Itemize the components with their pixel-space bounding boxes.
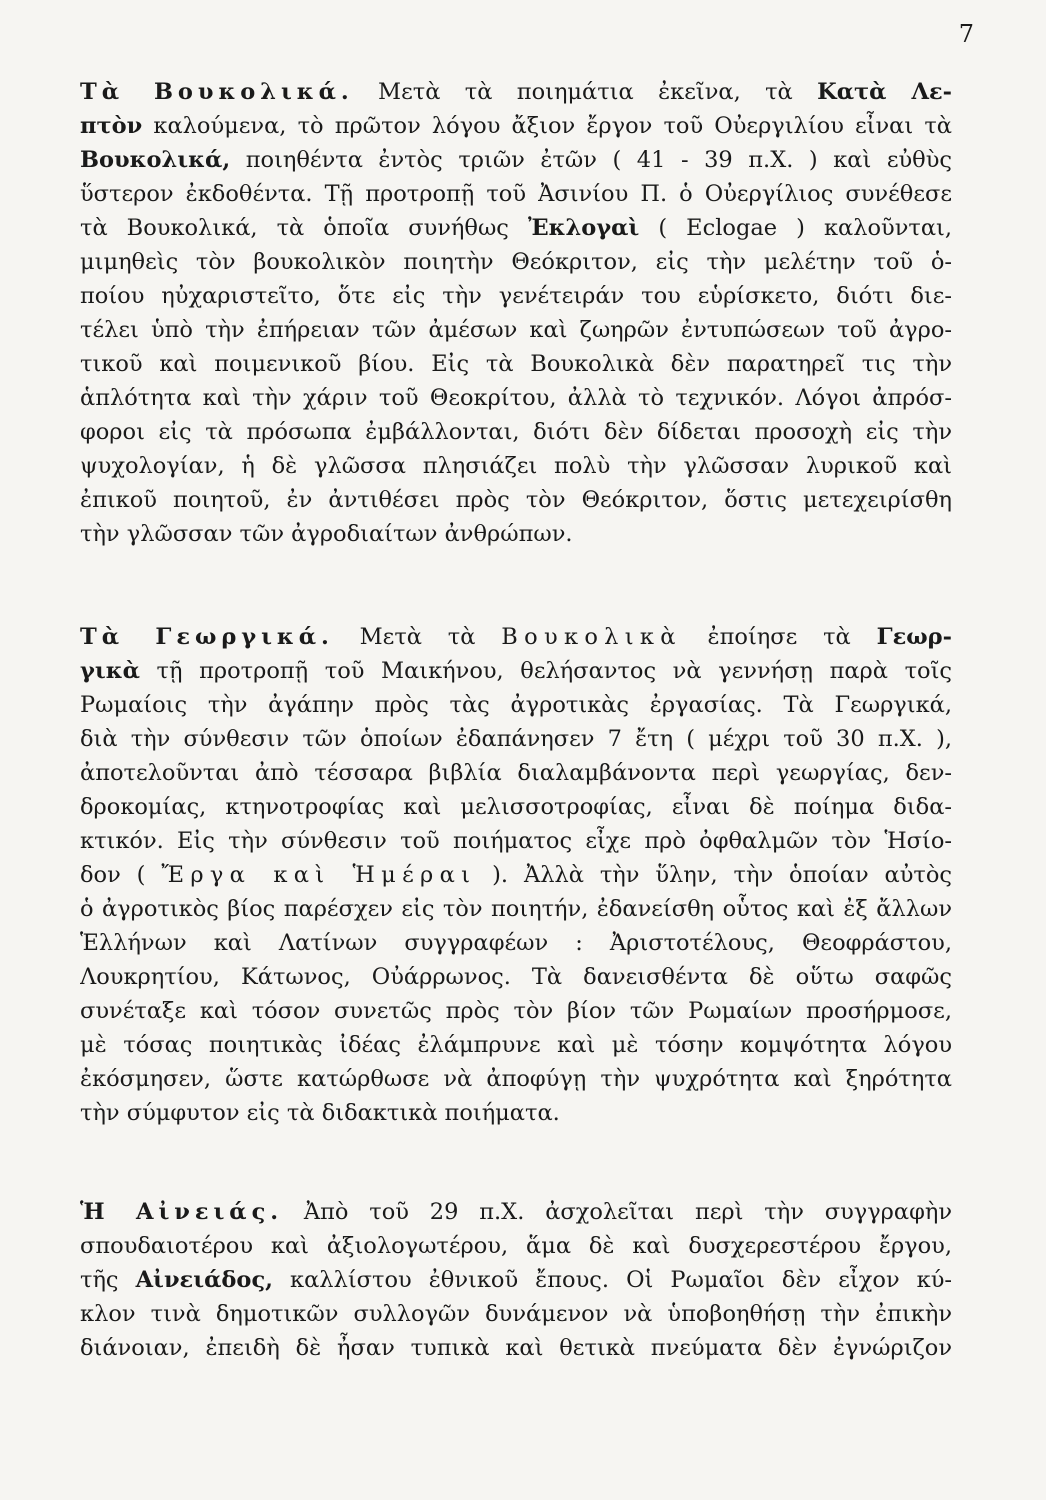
paragraph-line: ποίου ηὐχαριστεῖτο, ὅτε εἰς τὴν γενέτειράν του εὑρίσκετο, διότι διε- (80, 283, 952, 309)
paragraph-line: κτικόν. Εἰς τὴν σύνθεσιν τοῦ ποιήματος εἶχε πρὸ ὀφθαλμῶν τὸν Ἡσίο- (80, 828, 952, 854)
text-run: τῆς (80, 1267, 119, 1293)
paragraph-line: ἐκόσμησεν, ὥστε κατώρθωσε νὰ ἀποφύγῃ τὴν ψυχρότητα καὶ ξηρότητα (80, 1066, 952, 1092)
paragraph-line (80, 211, 952, 245)
text-run: τῇ προτροπῇ τοῦ Μαικήνου, θελήσαντος νὰ γεννήσῃ παρὰ τοῖς (156, 658, 952, 684)
text-run: ποιηθέντα ἐντὸς τριῶν ἐτῶν ( 41 - 39 π.Χ. ) καὶ εὐθὺς (245, 147, 952, 173)
page-number: 7 (958, 20, 974, 48)
paragraph-line: τὴν γλῶσσαν τῶν ἀγροδιαίτων ἀνθρώπων. (80, 521, 573, 547)
text-run: Μετὰ τὰ ποιημάτια ἐκεῖνα, τὰ (378, 79, 793, 105)
bold-title: Αἰνειάδος, (135, 1267, 273, 1293)
paragraph-line: τέλει ὑπὸ τὴν ἐπήρειαν τῶν ἀμέσων καὶ ζωηρῶν ἐντυπώσεων τοῦ ἀγρο- (80, 317, 952, 343)
text-run: Ἀπὸ τοῦ 29 π.Χ. ἀσχολεῖται περὶ τὴν συγγραφὴν (303, 1199, 952, 1225)
paragraph-line: Ρωμαίοις τὴν ἀγάπην πρὸς τὰς ἀγροτικὰς ἐργασίας. Τὰ Γεωργικά, (80, 692, 952, 718)
paragraph-line: μὲ τόσας ποιητικὰς ἰδέας ἐλάμπρυνε καὶ μὲ τόσην κομψότητα λόγου (80, 1032, 952, 1058)
paragraph-line (80, 109, 952, 143)
bold-title: γικὰ (80, 658, 140, 684)
paragraph-line: ὕστερον ἐκδοθέντα. Τῇ προτροπῇ τοῦ Ἀσινίου Π. ὁ Οὐεργίλιος συνέθεσε (80, 181, 952, 207)
paragraph-line: τὴν σύμφυτον εἰς τὰ διδακτικὰ ποιήματα. (80, 1100, 560, 1126)
paragraph-line (80, 620, 952, 654)
bold-title: Ἐκλογαὶ (527, 215, 640, 241)
paragraph-line (80, 143, 952, 177)
spaced-title: Ἔργα καὶ Ἡμέραι (161, 862, 477, 888)
text-run: καλλίστου ἐθνικοῦ ἔπους. Οἱ Ρωμαῖοι δὲν εἶχον κύ- (290, 1267, 952, 1293)
text-run: ). Ἀλλὰ τὴν ὕλην, τὴν ὁποίαν αὐτὸς (492, 862, 952, 888)
paragraph-line (80, 1195, 952, 1229)
paragraph-line: ψυχολογίαν, ἡ δὲ γλῶσσα πλησιάζει πολὺ τὴν γλῶσσαν λυρικοῦ καὶ (80, 453, 952, 479)
section-bucolics (80, 75, 952, 551)
paragraph-line: διὰ τὴν σύνθεσιν τῶν ὁποίων ἐδαπάνησεν 7 ἔτη ( μέχρι τοῦ 30 π.Χ. ), (80, 726, 952, 752)
text-run: δον ( (80, 862, 146, 888)
section-heading-bucolics: Τὰ Βουκολικά. (80, 79, 354, 105)
paragraph-line (80, 75, 952, 109)
bold-title: Γεωρ- (876, 624, 952, 650)
paragraph-line: ἀποτελοῦνται ἀπὸ τέσσαρα βιβλία διαλαμβάνοντα περὶ γεωργίας, δεν- (80, 760, 952, 786)
paragraph-line: φοροι εἰς τὰ πρόσωπα ἐμβάλλονται, διότι δὲν δίδεται προσοχὴ εἰς τὴν (80, 419, 952, 445)
text-run: ἐποίησε τὰ (707, 624, 851, 650)
section-heading-georgics: Τὰ Γεωργικά. (80, 624, 334, 650)
bold-title: πτὸν (80, 113, 143, 139)
paragraph-line (80, 654, 952, 688)
paragraph-line: μιμηθεὶς τὸν βουκολικὸν ποιητὴν Θεόκριτον, εἰς τὴν μελέτην τοῦ ὁ- (80, 249, 952, 275)
paragraph-line: τικοῦ καὶ ποιμενικοῦ βίου. Εἰς τὰ Βουκολικὰ δὲν παρατηρεῖ τις τὴν (80, 351, 952, 377)
paragraph-line (80, 858, 952, 892)
section-georgics (80, 620, 952, 1130)
text-run: ( Eclogae ) καλοῦνται, (658, 215, 952, 241)
text-run: καλούμενα, τὸ πρῶτον λόγου ἄξιον ἔργον τοῦ Οὐεργιλίου εἶναι τὰ (153, 113, 952, 139)
bold-title: Κατὰ Λε- (817, 79, 952, 105)
section-heading-aeneid: Ἡ Αἰνειάς. (80, 1199, 284, 1225)
paragraph-line: Ἑλλήνων καὶ Λατίνων συγγραφέων : Ἀριστοτέλους, Θεοφράστου, (80, 930, 952, 956)
bold-title: Βουκολικά, (80, 147, 231, 173)
paragraph-line: Λουκρητίου, Κάτωνος, Οὐάρρωνος. Τὰ δανεισθέντα δὲ οὕτω σαφῶς (80, 964, 952, 990)
section-aeneid (80, 1195, 952, 1365)
paragraph-line: συνέταξε καὶ τόσον συνετῶς πρὸς τὸν βίον τῶν Ρωμαίων προσήρμοσε, (80, 998, 952, 1024)
paragraph-line: διάνοιαν, ἐπειδὴ δὲ ἦσαν τυπικὰ καὶ θετικὰ πνεύματα δὲν ἐγνώριζον (80, 1335, 952, 1361)
paragraph-line: δροκομίας, κτηνοτροφίας καὶ μελισσοτροφίας, εἶναι δὲ ποίημα διδα- (80, 794, 952, 820)
paragraph-line: κλον τινὰ δημοτικῶν συλλογῶν δυνάμενον νὰ ὑποβοηθήσῃ τὴν ἐπικὴν (80, 1301, 952, 1327)
paragraph-line: ὁ ἀγροτικὸς βίος παρέσχεν εἰς τὸν ποιητήν, ἐδανείσθη οὗτος καὶ ἐξ ἄλλων (80, 896, 952, 922)
text-run: Μετὰ τὰ (359, 624, 476, 650)
paragraph-line: ἁπλότητα καὶ τὴν χάριν τοῦ Θεοκρίτου, ἀλλὰ τὸ τεχνικόν. Λόγοι ἀπρόσ- (80, 385, 952, 411)
paragraph-line: ἐπικοῦ ποιητοῦ, ἐν ἀντιθέσει πρὸς τὸν Θεόκριτον, ὅστις μετεχειρίσθη (80, 487, 952, 513)
paragraph-line: σπουδαιοτέρου καὶ ἀξιολογωτέρου, ἅμα δὲ καὶ δυσχερεστέρου ἔργου, (80, 1233, 952, 1259)
paragraph-line (80, 1263, 952, 1297)
text-run: τὰ Βουκολικά, τὰ ὁποῖα συνήθως (80, 215, 509, 241)
spaced-title: Βουκολικὰ (501, 624, 682, 650)
